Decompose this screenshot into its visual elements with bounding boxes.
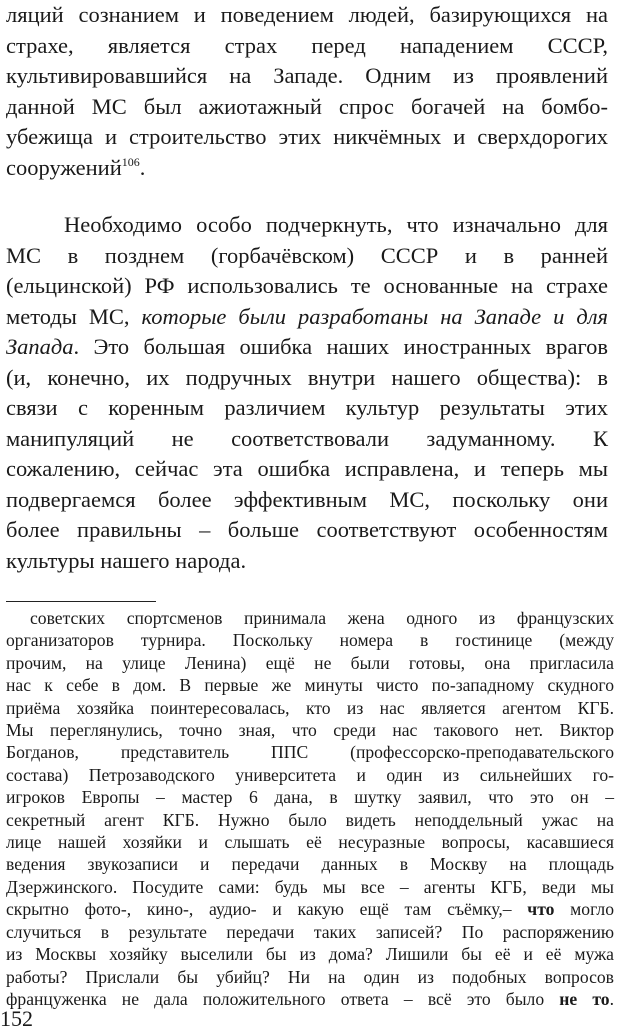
footnote-line: случиться в результате передачи таких записей? По распоряжению [6, 921, 614, 942]
text-fragment: . Это большая ошибка наших иностранных врагов [73, 334, 608, 359]
paragraph-2 [6, 210, 608, 576]
footnote-divider [6, 601, 156, 602]
text-line [6, 332, 608, 363]
text-line: Необходимо особо подчеркнуть, что изначально для [64, 212, 608, 237]
footnote-line: состава) Петрозаводского университета и один из сильнейших го- [6, 764, 614, 785]
italic-fragment: которые были разработаны на Западе и для [141, 303, 608, 329]
text-line: подвергаемся более эффективным МС, поскольку они [6, 486, 608, 512]
italic-fragment: Запада [6, 334, 74, 359]
footnote-line: работы? Прислали бы убийц? Ни на один из подобных вопросов [6, 966, 614, 987]
footnote-line: нас к себе в дом. В первые же минуты чисто по-западному скудного [6, 675, 614, 696]
text-line: (ельцинской) РФ использовались те основанные на страхе [6, 273, 608, 298]
footnote-line: Мы переглянулись, точно зная, что среди нас такового нет. Виктор [6, 720, 614, 741]
text-fragment: скрытно фото-, кино-, аудио- и какую ещё там съёмку,– [6, 899, 528, 920]
bold-fragment: не то [559, 988, 610, 1009]
text-line: культивировавшийся на Западе. Одним из проявлений [6, 63, 608, 88]
text-line: страхе, является страх перед нападением СССР, [6, 32, 608, 58]
footnote-line: советских спортсменов принимала жена одного из французских [30, 608, 614, 628]
text-line: манипуляций не соответствовали задуманному. К [6, 425, 608, 451]
footnote-line: из Москвы хозяйку выселили бы из дома? Лишили бы её и её мужа [6, 944, 614, 965]
text-fragment: . [139, 154, 146, 180]
footnote-line: лице нашей хозяйки и слышать её несуразные вопросы, касавшиеся [6, 832, 614, 853]
text-line [6, 302, 608, 333]
text-line: сожалению, сейчас эта ошибка исправлена, и теперь мы [6, 456, 608, 481]
footnote-line: Богданов, представитель ППС (профессорско-преподавательского [6, 742, 614, 763]
text-fragment: француженка не дала положительного ответа – всё это было [6, 988, 560, 1009]
text-line: ляций сознанием и поведением людей, базирующихся на [6, 2, 608, 27]
footnote-line: прочим, на улице Ленина) ещё не были готовы, она пригласила [6, 652, 614, 673]
bold-fragment: что [527, 899, 555, 920]
text-line: (и, конечно, их подручных внутри нашего общества): в [6, 364, 608, 390]
text-fragment: сооружений [6, 154, 122, 180]
text-fragment: могло [554, 899, 614, 920]
text-fragment: . [609, 988, 614, 1009]
text-fragment: методы МС, [6, 303, 142, 329]
footnote-line: Дзержинского. Посудите сами: будь мы все – агенты КГБ, веди мы [6, 876, 614, 897]
footnote-line [6, 898, 614, 920]
text-line: убежища и строительство этих никчёмных и сверхдорогих [6, 124, 608, 149]
footnote-line [6, 988, 614, 1010]
text-line [6, 153, 608, 184]
footnote [6, 607, 614, 1010]
text-line: связи с коренным различием культур результаты этих [6, 395, 608, 420]
footnote-line: секретный агент КГБ. Нужно было видеть неподдельный ужас на [6, 809, 614, 830]
footnote-line: игроков Европы – мастер 6 дана, в шутку заявил, что это он – [6, 787, 614, 808]
page-number: 152 [0, 1006, 33, 1031]
footnote-line: приёма хозяйка поинтересовалась, кто из нас является агентом КГБ. [6, 697, 614, 718]
text-line: более правильны – больше соответствуют особенностям [6, 517, 608, 542]
text-line: данной МС был ажиотажный спрос богачей на бомбо- [6, 93, 608, 119]
footnote-line: ведения звукозаписи и передачи данных в Москву на площадь [6, 854, 614, 875]
text-line: МС в позднем (горбачёвском) СССР и в ранней [6, 242, 608, 268]
footnote-reference[interactable]: 106 [121, 154, 140, 169]
paragraph-1 [6, 0, 608, 183]
footnote-line: организаторов турнира. Поскольку номера в гостинице (между [6, 630, 614, 651]
text-line: культуры нашего народа. [6, 547, 247, 573]
